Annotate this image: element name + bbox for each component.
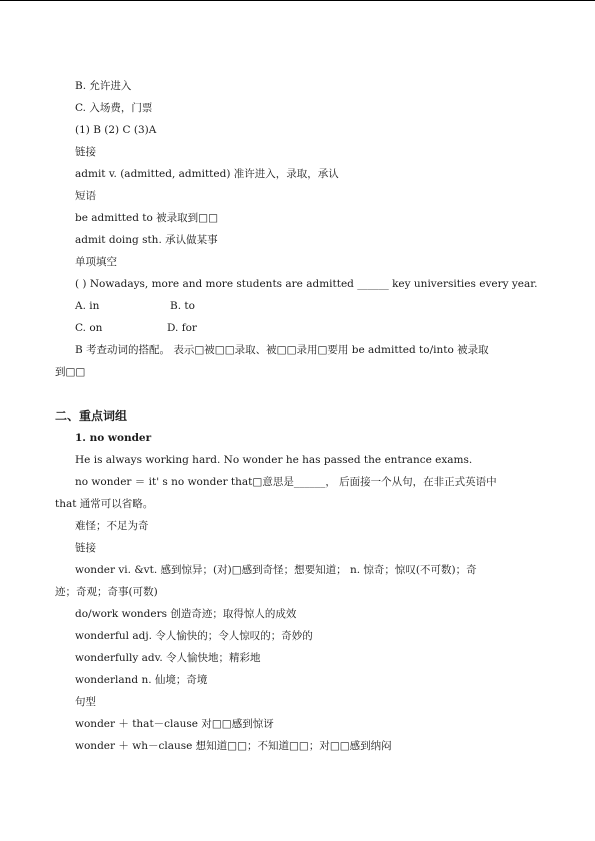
phrase-label: 短语 <box>75 190 96 202</box>
section-heading: 二、重点词组 <box>55 409 128 423</box>
wonderfully-line: wonderfully adv. 令人愉快地；精彩地 <box>75 652 261 664</box>
option-c-line: C. 入场费，门票 <box>75 102 153 114</box>
answers-line: (1) B (2) C (3)A <box>75 124 157 136</box>
option-b-line: B. 允许进入 <box>75 80 132 92</box>
link-label: 链接 <box>75 146 96 158</box>
wonderful-line: wonderful adj. 令人愉快的；令人惊叹的；奇妙的 <box>75 630 313 642</box>
pattern-label: 句型 <box>75 696 96 708</box>
no-wonder-line-2: that 通常可以省略。 <box>55 498 154 510</box>
option-d: D. for <box>167 322 197 334</box>
top-border-line <box>0 0 595 1</box>
meaning-line: 难怪；不足为奇 <box>75 520 149 532</box>
pattern-line-2: wonder ＋ wh－clause 想知道□□；不知道□□；对□□感到纳闷 <box>75 740 392 752</box>
option-b: B. to <box>170 300 195 312</box>
wonderland-line: wonderland n. 仙境；奇境 <box>75 674 208 686</box>
question-line: ( ) Nowadays, more and more students are admitted ______ key universities every year. <box>75 278 538 290</box>
example-sentence: He is always working hard. No wonder he has passed the entrance exams. <box>75 454 473 466</box>
single-choice-label: 单项填空 <box>75 256 117 268</box>
admit-doing-line: admit doing sth. 承认做某事 <box>75 234 218 246</box>
be-admitted-line: be admitted to 被录取到□□ <box>75 212 219 224</box>
wonder-line-1: wonder vi. &vt. 感到惊异；(对)□感到奇怪；想要知道； n. 惊奇；惊叹(不可数)；奇 <box>75 564 477 576</box>
admit-definition: admit v. (admitted, admitted) 准许进入，录取，承认 <box>75 168 339 180</box>
option-c: C. on <box>75 322 103 334</box>
item-title: 1. no wonder <box>75 432 152 444</box>
no-wonder-line-1: no wonder ＝ it' s no wonder that□意思是______， 后面接一个从句，在非正式英语中 <box>75 476 497 488</box>
link-label-2: 链接 <box>75 542 96 554</box>
pattern-line-1: wonder ＋ that－clause 对□□感到惊讶 <box>75 718 274 730</box>
explanation-line-2: 到□□ <box>55 366 86 378</box>
do-work-wonders-line: do/work wonders 创造奇迹；取得惊人的成效 <box>75 608 297 620</box>
explanation-line-1: B 考查动词的搭配。 表示□被□□录取、被□□录用□要用 be admitted to/into 被录取 <box>75 344 489 356</box>
option-a: A. in <box>75 300 100 312</box>
wonder-line-2: 迹；奇观；奇事(可数) <box>55 586 158 598</box>
